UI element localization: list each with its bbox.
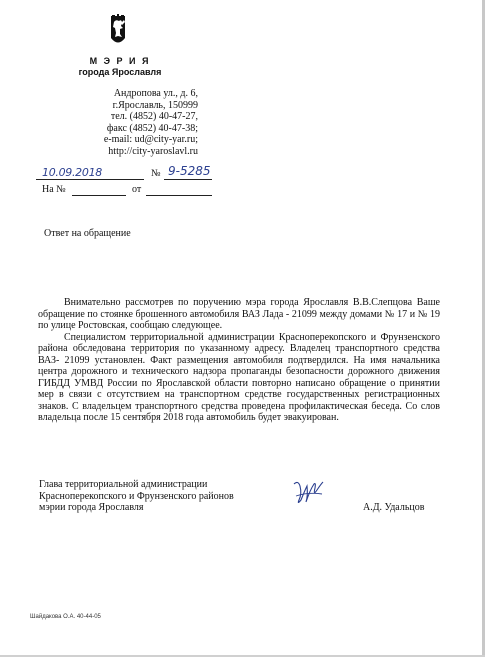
bear-coat-of-arms-icon bbox=[107, 14, 129, 48]
address-fax: факс (4852) 40-47-38; bbox=[106, 122, 198, 134]
letter-subject: Ответ на обращение bbox=[44, 228, 131, 239]
ref-date-line bbox=[146, 195, 212, 196]
date-underline bbox=[36, 179, 144, 180]
handwritten-number: 9-5285 bbox=[168, 164, 211, 178]
address-phone: тел. (4852) 40-47-27, bbox=[110, 111, 198, 123]
number-sign: № bbox=[151, 168, 161, 179]
signatory-title-line: мэрии города Ярославля bbox=[39, 502, 144, 514]
ref-number-line bbox=[72, 195, 126, 196]
body-paragraph: Специалистом территориальной администрации Красноперекопского и Фрунзенского района обследована территория по указанному адресу. Владелец транспортного средства ВАЗ- 21099 установлен. Факт размещения автомобиля подтвердился. На имя начальника центра дорожного и технического надзора пропаганды безопасности дорожного движения ГИБДД УМВД России по Ярославской области повторно написано обращение о принятии мер в связи с отсутствием на транспортном средстве государственных регистрационных знаков. С владельцем транспортного средства проведена профилактическая беседа. Со слов владельца после 15 сентября 2018 года автомобиль будет эвакуирован. bbox=[38, 331, 440, 423]
address-email: e-mail: ud@city-yar.ru; bbox=[103, 134, 198, 146]
address-block bbox=[40, 88, 198, 158]
executor-contact: Шайдакова О.А. 40-44-05 bbox=[30, 614, 101, 620]
organization-header bbox=[60, 56, 180, 78]
number-underline bbox=[164, 179, 212, 180]
signatory-name: А.Д. Удальцов bbox=[363, 502, 425, 513]
handwritten-signature-icon bbox=[290, 478, 326, 508]
address-website: http://city-yaroslavl.ru bbox=[108, 145, 198, 157]
body-paragraph: Внимательно рассмотрев по поручению мэра города Ярославля В.В.Слепцова Ваше обращение по стоянке брошенного автомобиля ВАЗ Лада - 21099 между домами № 17 и № 19 по улице Ростовская, сообщаю следующее. bbox=[38, 297, 440, 331]
signatory-title-line: Красноперекопского и Фрунзенского районов bbox=[39, 490, 234, 502]
address-line: Андропова ул., д. 6, bbox=[113, 88, 198, 99]
handwritten-date: 10.09.2018 bbox=[42, 166, 102, 179]
org-name: М Э Р И Я bbox=[89, 56, 151, 66]
signatory-title-line: Глава территориальной администрации bbox=[39, 479, 208, 490]
ref-number-label: На № bbox=[42, 184, 66, 195]
address-line: г.Ярославль, 150999 bbox=[112, 99, 198, 111]
org-city: города Ярославля bbox=[78, 67, 162, 77]
ref-date-label: от bbox=[132, 184, 142, 195]
signatory-title bbox=[39, 479, 234, 514]
letter-body bbox=[38, 297, 440, 424]
registration-block bbox=[36, 164, 236, 200]
